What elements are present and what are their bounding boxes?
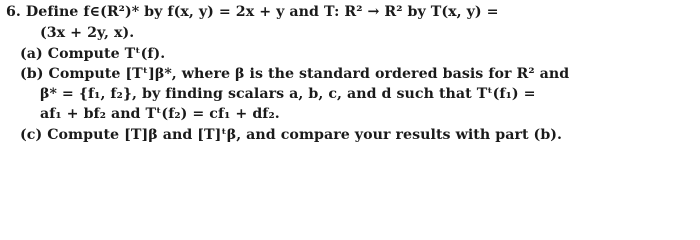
exercise-6-statement-line-1: Define f∈(R²)* by f(x, y) = 2x + y and T: R² → R² by T(x, y) =	[25, 4, 499, 20]
part-a-text: (a) Compute Tᵗ(f).	[20, 46, 166, 62]
part-b-text-line-2: β* = {f₁, f₂}, by finding scalars a, b, c, and d such that Tᵗ(f₁) =	[40, 86, 536, 102]
exercise-6-statement-line-2: (3x + 2y, x).	[40, 25, 135, 41]
part-b-text-line-3: af₁ + bf₂ and Tᵗ(f₂) = cf₁ + df₂.	[40, 106, 280, 122]
exercise-6-header-line	[6, 3, 499, 21]
exercise-number: 6.	[6, 4, 21, 20]
part-b-text-line-1: (b) Compute [Tᵗ]β*, where β is the standard ordered basis for R² and	[20, 66, 570, 82]
part-c-text: (c) Compute [T]β and [T]ᵗβ, and compare your results with part (b).	[20, 127, 563, 143]
